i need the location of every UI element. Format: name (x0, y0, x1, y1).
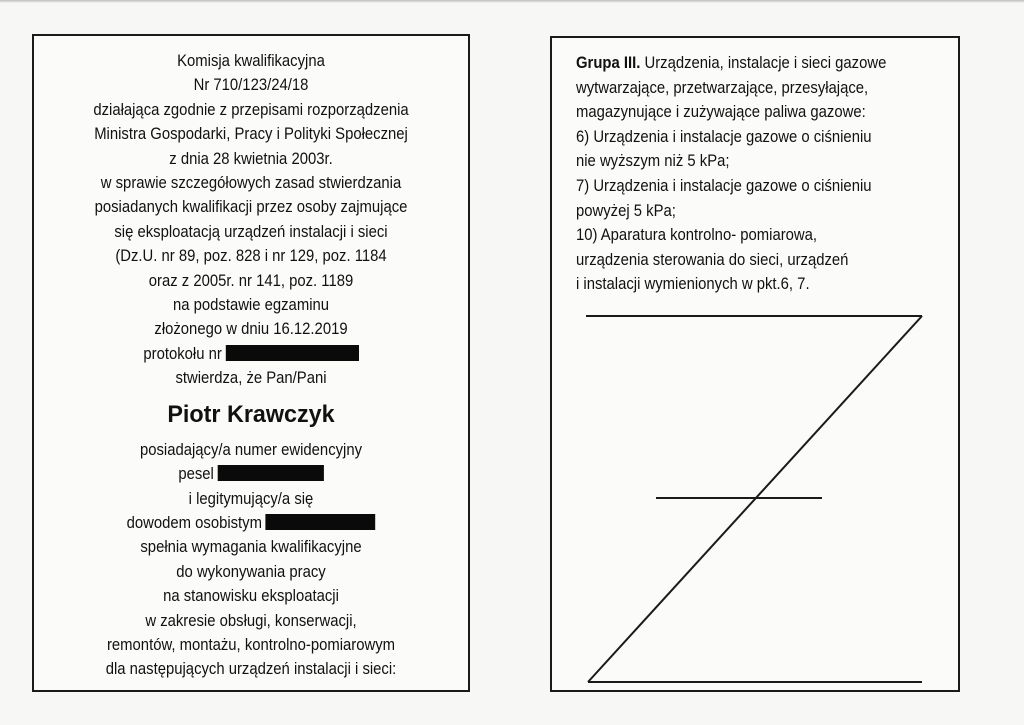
text-line: do wykonywania pracy (176, 562, 326, 581)
text-line: spełnia wymagania kwalifikacyjne (140, 538, 362, 557)
text-line: na podstawie egzaminu (172, 296, 330, 315)
text-line: się eksploatacją urządzeń instalacji i sieci (114, 222, 388, 241)
text-line: posiadanych kwalifikacji przez osoby zajmujące (94, 198, 408, 217)
certifies-line: stwierdza, że Pan/Pani (175, 369, 327, 388)
text-line: 10) Aparatura kontrolno- pomiarowa, (576, 226, 818, 245)
text-line: z dnia 28 kwietnia 2003r. (169, 149, 333, 168)
text-line: wytwarzające, przetwarzające, przesyłające, (576, 78, 869, 97)
scan-top-edge (0, 0, 1024, 3)
pesel-line (56, 462, 447, 486)
text-line: remontów, montażu, kontrolno-pomiarowym (106, 635, 396, 654)
text-line: powyżej 5 kPa; (576, 201, 676, 220)
text-line: działająca zgodnie z przepisami rozporządzenia (93, 100, 409, 119)
text-line: 6) Urządzenia i instalacje gazowe o ciśnieniu (576, 127, 872, 146)
id-intro-line: i legitymujący/a się (188, 489, 314, 508)
text-line: urządzenia sterowania do sieci, urządzeń (576, 250, 849, 269)
protocol-line (56, 342, 447, 366)
text-line: magazynujące i zużywające paliwa gazowe: (576, 103, 866, 122)
commission-number: Nr 710/123/24/18 (193, 76, 309, 95)
text-line: na stanowisku eksploatacji (163, 587, 339, 606)
registry-line: posiadający/a numer ewidencyjny (139, 440, 363, 459)
text-line: dla następujących urządzeń instalacji i sieci: (105, 660, 397, 679)
certificate-right-panel (550, 36, 960, 692)
id-label: dowodem osobistym (126, 513, 262, 532)
text-line: nie wyższym niż 5 kPa; (576, 152, 730, 171)
text-line: w zakresie obsługi, konserwacji, (145, 611, 357, 630)
id-line (56, 511, 447, 535)
exam-date-line: złożonego w dniu 16.12.2019 (154, 320, 348, 339)
person-name: Piotr Krawczyk (167, 400, 335, 428)
text-line: i instalacji wymienionych w pkt.6, 7. (576, 275, 810, 294)
id-number-redaction (266, 514, 376, 530)
text-line: w sprawie szczegółowych zasad stwierdzania (100, 174, 402, 193)
certificate-left-panel (32, 34, 470, 692)
group-heading: Grupa III. (576, 54, 641, 72)
certificate-text (56, 49, 447, 682)
pesel-label: pesel (178, 465, 214, 484)
group-heading-rest: Urządzenia, instalacje i sieci gazowe (640, 54, 887, 72)
text-line: 7) Urządzenia i instalacje gazowe o ciśnieniu (576, 176, 872, 195)
text-line: (Dz.U. nr 89, poz. 828 i nr 129, poz. 1184 (115, 247, 387, 266)
pesel-redaction (217, 465, 323, 481)
commission-title: Komisja kwalifikacyjna (177, 52, 325, 70)
text-line: oraz z 2005r. nr 141, poz. 1189 (148, 271, 354, 290)
protocol-label: protokołu nr (143, 344, 222, 363)
z-cancellation-mark (552, 38, 958, 690)
text-line: Ministra Gospodarki, Pracy i Polityki Społecznej (94, 125, 408, 144)
protocol-number-redaction (225, 345, 358, 361)
